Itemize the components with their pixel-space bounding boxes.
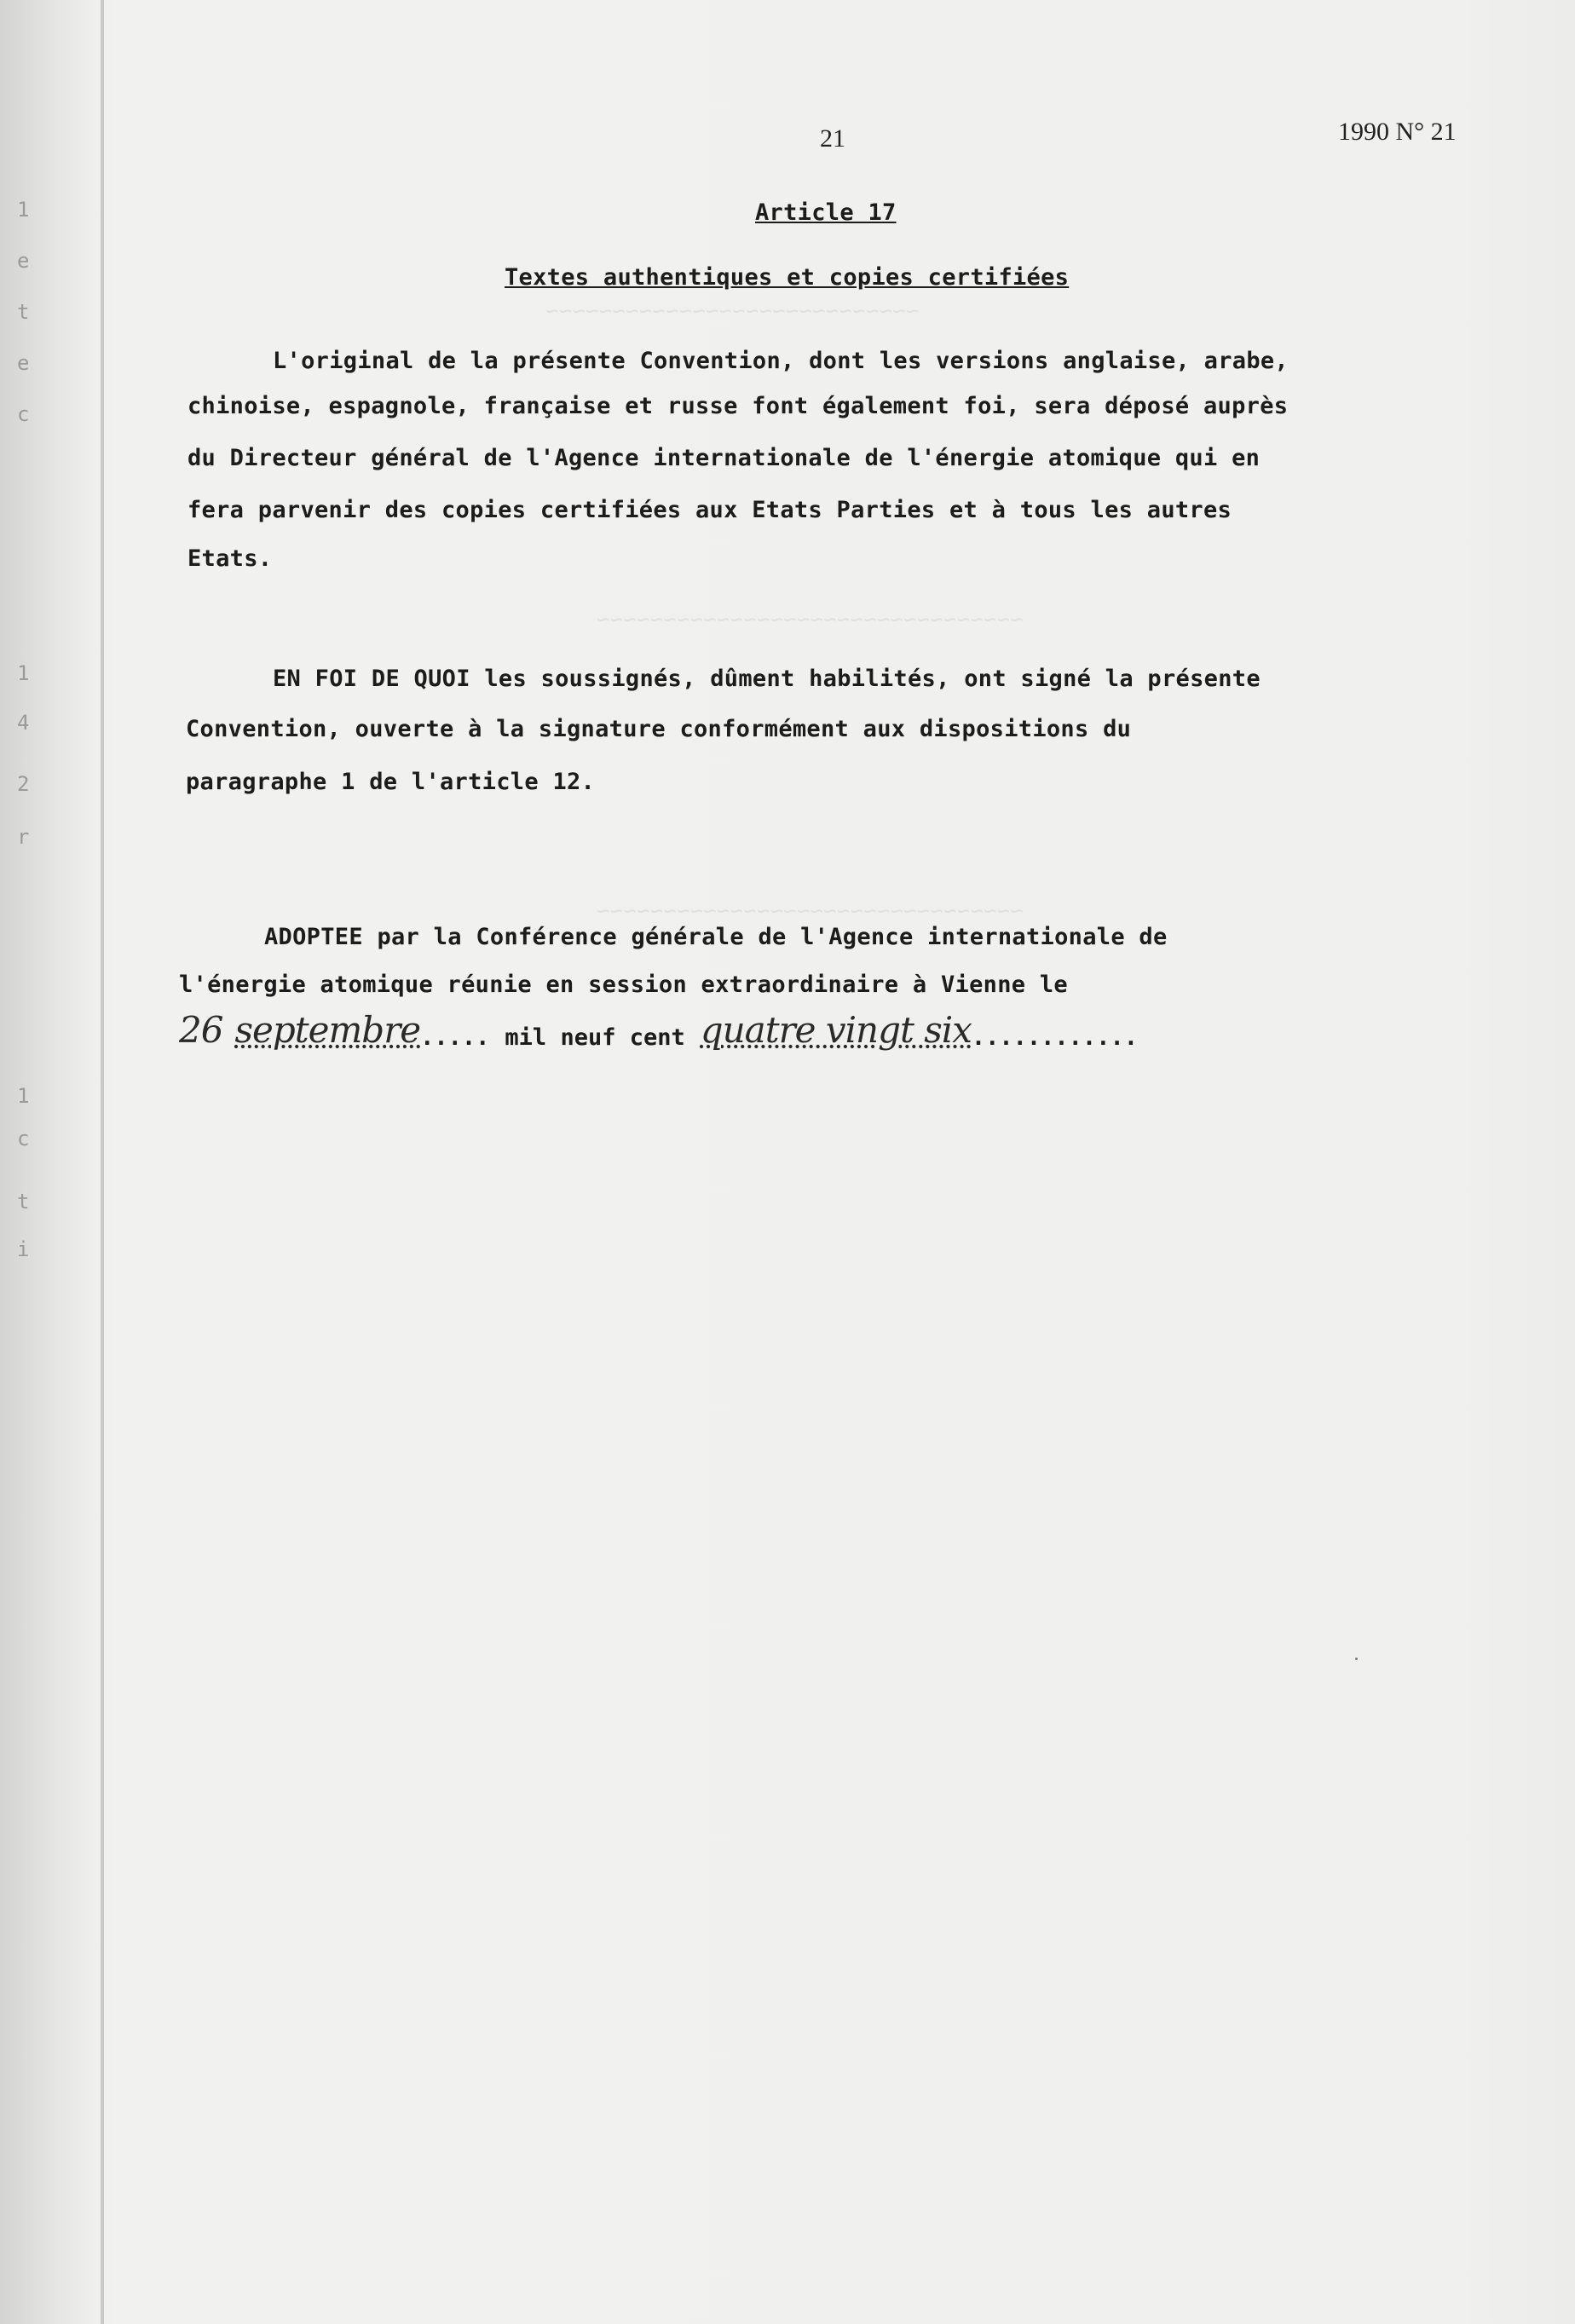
text-line: paragraphe 1 de l'article 12. [186,769,596,795]
edge-mark: e [17,249,30,273]
fill-dots: ............ [971,1024,1138,1051]
fill-dots: ..... [420,1024,490,1051]
text-line: fera parvenir des copies certifiées aux Etats Parties et à tous les autres [188,497,1232,523]
edge-mark: 1 [17,198,30,222]
text-line: chinoise, espagnole, française et russe font également foi, sera déposé auprès [188,393,1289,419]
scan-speck [1355,1658,1358,1660]
page-number: 21 [820,124,845,153]
text-line: Convention, ouverte à la signature conformément aux dispositions du [186,716,1132,742]
handwritten-year-words: quatre vingt six [700,1009,972,1051]
printed-year-prefix: mil neuf cent [505,1024,685,1051]
text-line: Etats. [188,545,273,572]
edge-mark: 2 [17,772,30,796]
handwritten-day: 26 [179,1009,223,1051]
edge-mark: t [17,300,30,324]
show-through-text: ~~~~~~~~~~~~~~~~~~~~~~~~~~~~ [545,298,920,324]
text-line: ADOPTEE par la Conférence générale de l'Agence internationale de [264,924,1168,950]
edge-mark: r [17,825,30,849]
edge-mark: e [17,351,30,375]
text-line: l'énergie atomique réunie en session extraordinaire à Vienne le [179,972,1068,998]
edge-mark: i [17,1237,30,1261]
show-through-text: ~~~~~~~~~~~~~~~~~~~~~~~~~~~~~~~~ [597,898,1024,924]
text-line: EN FOI DE QUOI les soussignés, dûment habilités, ont signé la présente [273,666,1261,692]
edge-mark: 1 [17,1084,30,1108]
edge-mark: t [17,1190,30,1214]
edge-mark: c [17,1127,30,1150]
handwritten-month: septembre [234,1009,421,1051]
adoption-date-line [179,1009,1138,1051]
text-line: du Directeur général de l'Agence internationale de l'énergie atomique qui en [188,445,1261,471]
text-line: L'original de la présente Convention, dont les versions anglaise, arabe, [273,348,1289,374]
show-through-text: ~~~~~~~~~~~~~~~~~~~~~~~~~~~~~~~~ [597,607,1024,632]
journal-reference: 1990 N° 21 [1338,118,1457,146]
edge-mark: 4 [17,711,30,735]
page-fold-shadow [101,0,104,2324]
article-title: Article 17 [755,199,897,226]
edge-mark: 1 [17,661,30,685]
article-subtitle: Textes authentiques et copies certifiées [505,264,1070,291]
edge-mark: c [17,402,30,426]
